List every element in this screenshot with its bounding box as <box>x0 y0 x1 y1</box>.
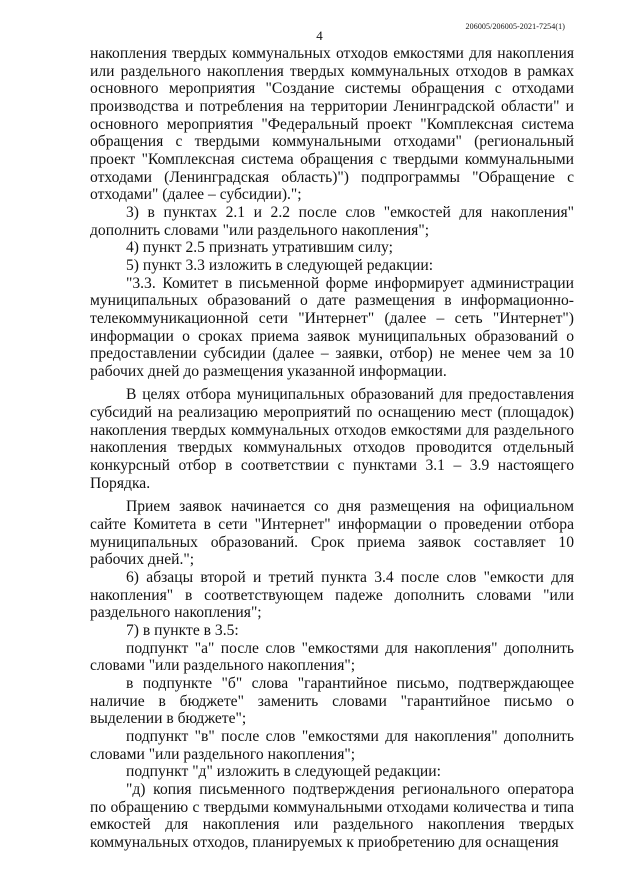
paragraph-item-4: 4) пункт 2.5 признать утратившим силу; <box>126 239 393 257</box>
paragraph-subitem-b: в подпункте "б" слова "гарантийное письмо, подтверждающее наличие в бюджете" заменить словами "гарантийное письмо о выделении в бюджете"; <box>90 674 574 728</box>
paragraph-application-period: Прием заявок начинается со дня размещения на официальном сайте Комитета в сети "Интернет" информации о проведении отбора муниципальных образований. Срок приема заявок составляет 10 рабочих дней."; <box>90 498 574 569</box>
paragraph-item-5: 5) пункт 3.3 изложить в следующей редакции: <box>126 256 434 274</box>
paragraph-item-6: 6) абзацы второй и третий пункта 3.4 после слов "емкости для накопления" в соответствующем падеже дополнить словами "или раздельного накопления"; <box>90 569 574 622</box>
document-body <box>90 45 574 852</box>
paragraph-subitem-d-intro: подпункт "д" изложить в следующей редакции: <box>126 763 441 781</box>
document-code: 206005/206005-2021-7254(1) <box>465 22 565 31</box>
paragraph-subitem-v: подпункт "в" после слов "емкостями для накопления" дополнить словами "или раздельного накопления"; <box>90 727 574 763</box>
paragraph-subitem-a: подпункт "а" после слов "емкостями для накопления" дополнить словами "или раздельного накопления"; <box>90 639 574 675</box>
paragraph-selection: В целях отбора муниципальных образований для предоставления субсидий на реализацию мероприятий по оснащению мест (площадок) накопления твердых коммунальных отходов емкостями для раздельного накопления твердых коммунальных отходов проводится отдельный конкурсный отбор в соответствии с пунктами 3.1 – 3.9 настоящего Порядка. <box>90 386 574 492</box>
paragraph-item-3: 3) в пунктах 2.1 и 2.2 после слов "емкостей для накопления" дополнить словами "или раздельного накопления"; <box>90 203 574 239</box>
paragraph-clause-3-3: "3.3. Комитет в письменной форме информирует администрации муниципальных образований о дате размещения в информационно-телекоммуникационной сети "Интернет" (далее – сеть "Интернет") информации о сроках приема заявок муниципальных образований о предоставлении субсидии (далее – заявки, отбор) не менее чем за 10 рабочих дней до размещения указанной информации. <box>90 274 574 380</box>
paragraph-item-7: 7) в пункте в 3.5: <box>126 622 239 639</box>
paragraph-continuation: накопления твердых коммунальных отходов емкостями для накопления или раздельного накопления твердых коммунальных отходов в рамках основного мероприятия "Создание системы обращения с отходами производства и потребления на территории Ленинградской области" и основного мероприятия "Федеральный проект "Комплексная система обращения с твердыми коммунальными отходами" (региональный проект "Комплексная система обращения с твердыми коммунальными отходами (Ленинградская область)") подпрограммы "Обращение с отходами" (далее – субсидии)."; <box>90 45 574 204</box>
page-number: 4 <box>316 28 323 43</box>
paragraph-subitem-d-text: "д) копия письменного подтверждения регионального оператора по обращению с твердыми коммунальными отходами количества и типа емкостей для накопления или раздельного накопления твердых коммунальных отходов, планируемых к приобретению для оснащения <box>90 780 574 851</box>
